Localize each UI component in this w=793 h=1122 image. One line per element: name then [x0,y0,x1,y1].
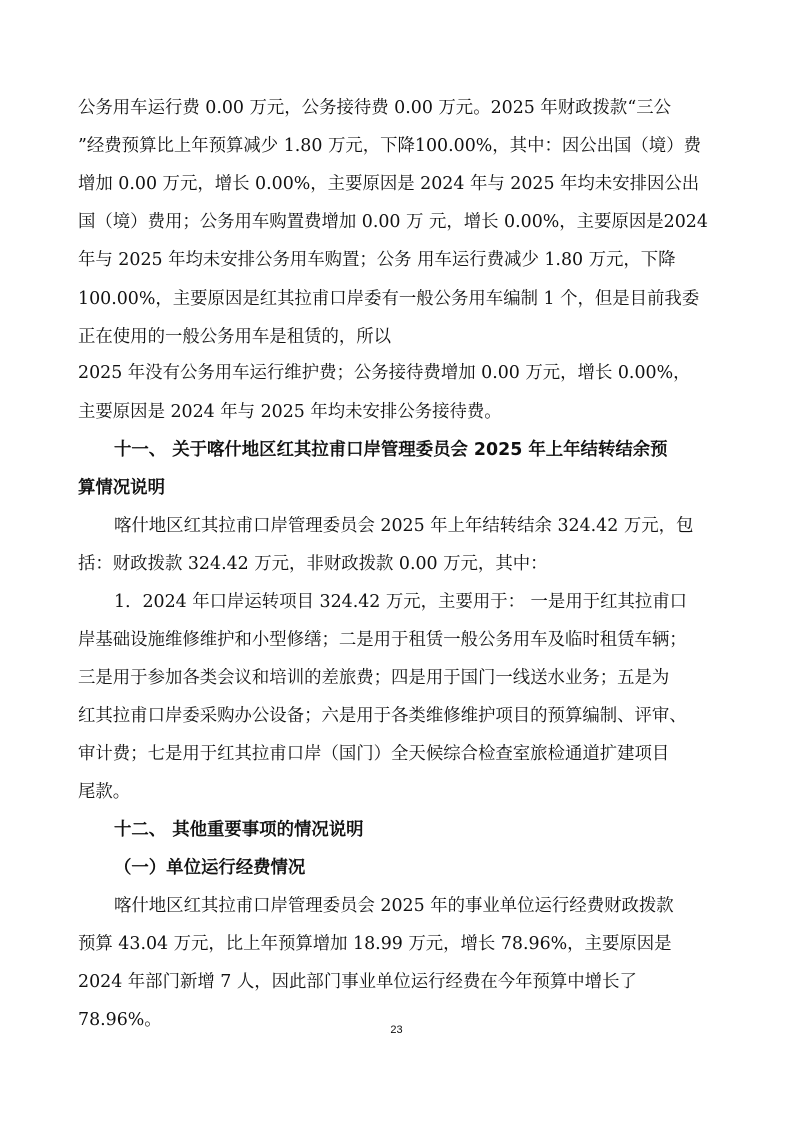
text-line: 主要原因是 2024 年与 2025 年均未安排公务接待费。 [78,402,502,422]
text-line: 预算 43.04 万元，比上年预算增加 18.99 万元，增长 78.96%，主要原因是 [78,934,672,954]
text-line: 正在使用的一般公务用车是租赁的，所以 [78,327,392,347]
text-line: 括：财政拨款 324.42 万元，非财政拨款 0.00 万元，其中： [78,554,548,574]
text-line: 78.96%。 [78,1010,162,1030]
text-line: 三是用于参加各类会议和培训的差旅费；四是用于国门一线送水业务；五是为 [78,668,670,688]
text-line: ”经费预算比上年预算减少 1.80 万元，下降100.00%，其中：因公出国（境）费 [78,136,701,156]
text-line: 公务用车运行费 0.00 万元，公务接待费 0.00 万元。2025 年财政拨款“三公 [78,98,671,118]
text-line: 增加 0.00 万元，增长 0.00%，主要原因是 2024 年与 2025 年均未安排因公出 [78,174,700,194]
section-heading-11-cont: 算情况说明 [78,478,165,498]
text-line: 岸基础设施维修维护和小型修缮；二是用于租赁一般公务用车及临时租赁车辆； [78,630,687,650]
section-heading-12: 十二、 其他重要事项的情况说明 [114,820,364,840]
text-line: 年与 2025 年均未安排公务用车购置；公务 用车运行费减少 1.80 万元，下降 [78,250,676,270]
text-line: 喀什地区红其拉甫口岸管理委员会 2025 年的事业单位运行经费财政拨款 [114,896,674,916]
text-line: 喀什地区红其拉甫口岸管理委员会 2025 年上年结转结余 324.42 万元，包 [114,516,694,536]
page-number: 23 [390,1024,403,1036]
text-line: 100.00%，主要原因是红其拉甫口岸委有一般公务用车编制 1 个，但是目前我委 [78,289,700,309]
text-line: 1．2024 年口岸运转项目 324.42 万元，主要用于： 一是用于红其拉甫口 [114,592,688,612]
text-line: 红其拉甫口岸委采购办公设备；六是用于各类维修维护项目的预算编制、评审、 [78,706,687,726]
text-line: 尾款。 [78,782,131,802]
section-heading-11: 十一、 关于喀什地区红其拉甫口岸管理委员会 2025 年上年结转结余预 [114,440,668,460]
subsection-heading: （一）单位运行经费情况 [114,858,306,878]
text-line: 2025 年没有公务用车运行维护费；公务接待费增加 0.00 万元，增长 0.00%， [78,363,691,383]
text-line: 国（境）费用；公务用车购置费增加 0.00 万 元，增长 0.00%，主要原因是2024 [78,212,708,232]
text-line: 2024 年部门新增 7 人，因此部门事业单位运行经费在今年预算中增长了 [78,972,637,992]
text-line: 审计费；七是用于红其拉甫口岸（国门）全天候综合检查室旅检通道扩建项目 [78,744,670,764]
